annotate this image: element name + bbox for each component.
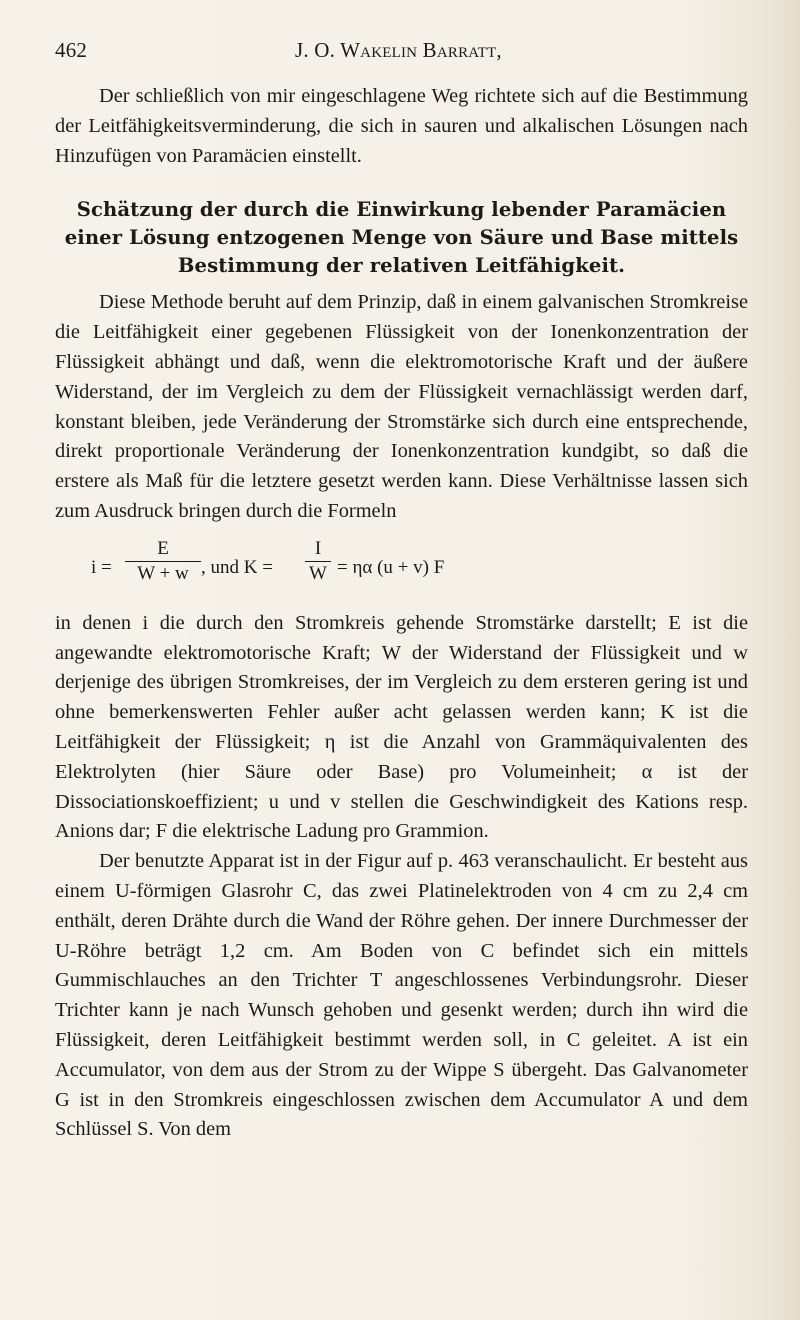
page-header	[55, 38, 745, 66]
running-head: J. O. Wakelin Barratt,	[295, 38, 502, 62]
formula-lhs: i =	[91, 556, 112, 578]
formula-separator: , und K =	[201, 556, 273, 578]
section-title: Schätzung der durch die Einwirkung lebender Paramäcien einer Lösung entzogenen Menge von Säure und Base mittels Bestimmung der relativen Leitfähigkeit.	[64, 198, 739, 278]
intro-paragraph: Der schließlich von mir eingeschlagene Weg richtete sich auf die Bestimmung der Leitfähigkeitsverminderung, die sich in sauren und alkalischen Lösungen nach Hinzufügen von Paramäcien einstellt.	[55, 85, 748, 167]
formula-fraction-current	[125, 538, 201, 585]
fraction-bar	[125, 561, 201, 562]
formula-fraction-current-numerator: E	[157, 537, 169, 559]
fraction-bar	[305, 561, 331, 562]
formula-fraction-conductivity	[305, 538, 331, 585]
apparatus-paragraph: Der benutzte Apparat ist in der Figur auf p. 463 veranschaulicht. Er besteht aus einem U-förmigen Glasrohr C, das zwei Platinelektroden von 4 cm zu 2,4 cm enthält, deren Drähte durch die Wand der Röhre gehen. Der innere Durchmesser der U-Röhre beträgt 1,2 cm. Am Boden von C befindet sich ein mittels Gummischlauches an den Trichter T angeschlossenes Verbindungsrohr. Dieser Trichter kann je nach Wunsch gehoben und gesenkt werden; durch ihn wird die Flüssigkeit, deren Leitfähigkeit bestimmt werden soll, in C geleitet. A ist ein Accumulator, von dem aus der Strom zu der Wippe S übergeht. Das Galvanometer G ist in den Stromkreis eingeschlossen zwischen dem Accumulator A und dem Schlüssel S. Von dem	[55, 850, 748, 1141]
formula-fraction-conductivity-numerator: I	[314, 537, 322, 559]
conductivity-formula	[55, 535, 748, 599]
formula-fraction-conductivity-denominator: W	[309, 562, 327, 584]
page-edge-stain	[774, 738, 788, 760]
page-number: 462	[55, 38, 88, 62]
definitions-paragraph: in denen i die durch den Stromkreis gehende Stromstärke darstellt; E ist die angewandte elektromotorische Kraft; W der Widerstand der Flüssigkeit und w derjenige des übrigen Stromkreises, der im Vergleich zu dem ersteren gering ist und ohne bemerkenswerten Fehler außer acht gelassen werden kann; K ist die Leitfähigkeit der Flüssigkeit; η ist die Anzahl von Grammäquivalenten des Elektrolyten (hier Säure oder Base) pro Volumeinheit; α ist der Dissociationskoeffizient; u und v stellen die Geschwindigkeit des Kations resp. Anions dar; F die elektrische Ladung pro Grammion.	[55, 611, 748, 843]
formula-rhs: = ηα (u + v) F	[337, 556, 445, 578]
formula-fraction-current-denominator: W + w	[137, 562, 189, 584]
method-paragraph: Diese Methode beruht auf dem Prinzip, daß in einem galvanischen Stromkreise die Leitfähigkeit einer gegebenen Flüssigkeit von der Ionenkonzentration der Flüssigkeit abhängt und daß, wenn die elektromotorische Kraft und der äußere Widerstand, der im Vergleich zu dem der Flüssigkeit vernachlässigt werden darf, konstant bleiben, jede Veränderung der Stromstärke sich durch eine entsprechende, direkt proportionale Veränderung der Ionenkonzentration kundgibt, so daß die erstere als Maß für die letztere gesetzt werden kann. Diese Verhältnisse lassen sich zum Ausdruck bringen durch die Formeln	[55, 291, 748, 522]
body-text	[55, 82, 748, 1145]
